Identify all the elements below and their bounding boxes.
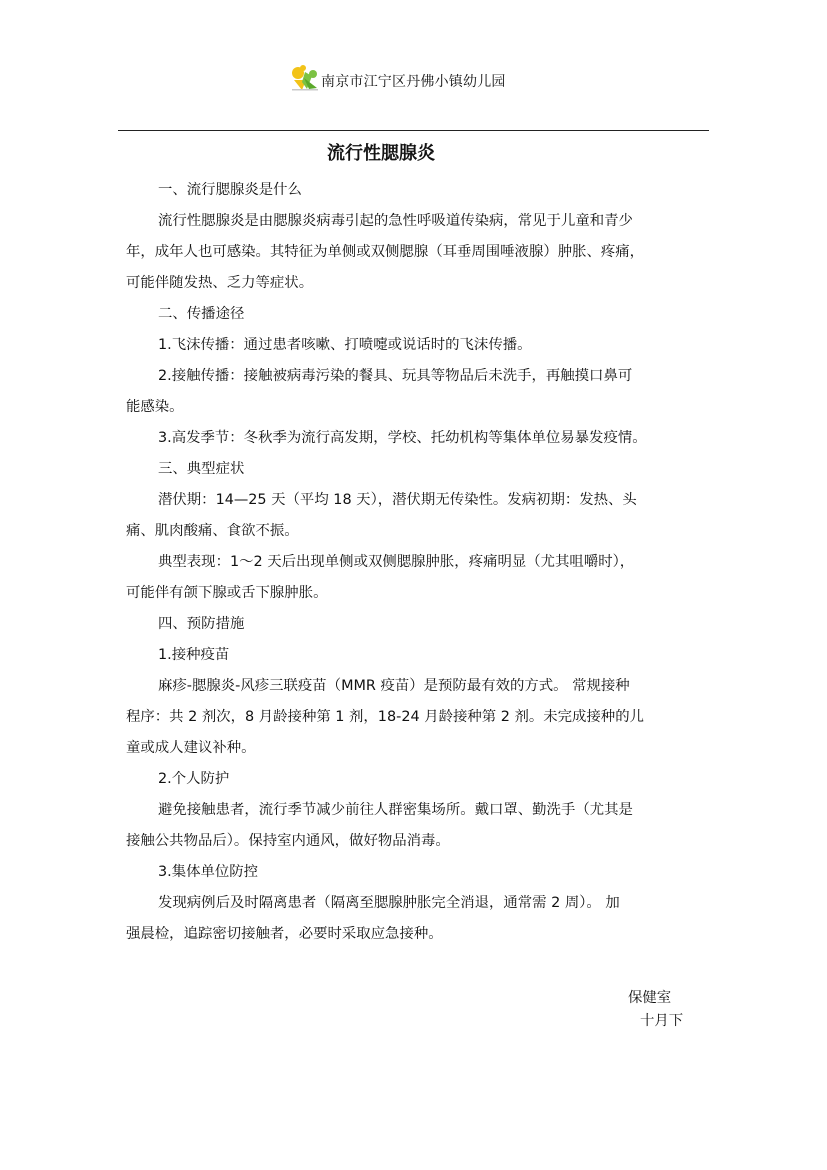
body-line: 潜伏期：14—25 天（平均 18 天），潜伏期无传染性。发病初期：发热、头 [158,492,637,508]
signature-department: 保健室 [628,990,672,1006]
body-line: 1.飞沫传播：通过患者咳嗽、打喷嚏或说话时的飞沫传播。 [158,337,532,353]
body-line: 发现病例后及时隔离患者（隔离至腮腺肿胀完全消退，通常需 2 周）。 加 [158,895,620,911]
body-line: 痛、肌肉酸痛、食欲不振。 [126,523,299,539]
document-body [126,175,703,950]
body-line: 强晨检，追踪密切接触者，必要时采取应急接种。 [126,926,443,942]
body-line: 1.接种疫苗 [158,647,230,663]
body-line: 四、预防措施 [158,616,245,632]
signature-date: 十月下 [640,1013,684,1029]
body-line: 麻疹-腮腺炎-风疹三联疫苗（MMR 疫苗）是预防最有效的方式。 常规接种 [158,678,630,694]
body-line: 3.集体单位防控 [158,864,259,880]
kindergarten-logo-icon [290,62,320,92]
body-line: 可能伴随发热、乏力等症状。 [126,275,314,291]
page-header [0,62,827,92]
body-line: 能感染。 [126,399,184,415]
body-line: 接触公共物品后）。保持室内通风，做好物品消毒。 [126,833,450,849]
school-name: 南京市江宁区丹佛小镇幼儿园 [321,74,506,90]
body-line: 2.接触传播：接触被病毒污染的餐具、玩具等物品后未洗手，再触摸口鼻可 [158,368,633,384]
document-title: 流行性腮腺炎 [327,143,435,164]
body-line: 可能伴有颌下腺或舌下腺肿胀。 [126,585,328,601]
body-line: 3.高发季节：冬秋季为流行高发期，学校、托幼机构等集体单位易暴发疫情。 [158,430,647,446]
body-line: 年，成年人也可感染。其特征为单侧或双侧腮腺（耳垂周围唾液腺）肿胀、疼痛， [126,244,645,260]
body-line: 流行性腮腺炎是由腮腺炎病毒引起的急性呼吸道传染病，常见于儿童和青少 [158,213,633,229]
body-line: 典型表现：1～2 天后出现单侧或双侧腮腺肿胀，疼痛明显（尤其咀嚼时）， [158,554,635,570]
body-line: 程序：共 2 剂次，8 月龄接种第 1 剂，18-24 月龄接种第 2 剂。未完成接种的儿 [126,709,644,725]
body-line: 二、传播途径 [158,306,245,322]
body-line: 避免接触患者，流行季节减少前往人群密集场所。戴口罩、勤洗手（尤其是 [158,802,633,818]
body-line: 2.个人防护 [158,771,230,787]
body-line: 三、典型症状 [158,461,245,477]
body-line: 一、流行腮腺炎是什么 [158,182,302,198]
header-divider [118,130,709,131]
body-line: 童或成人建议补种。 [126,740,256,756]
